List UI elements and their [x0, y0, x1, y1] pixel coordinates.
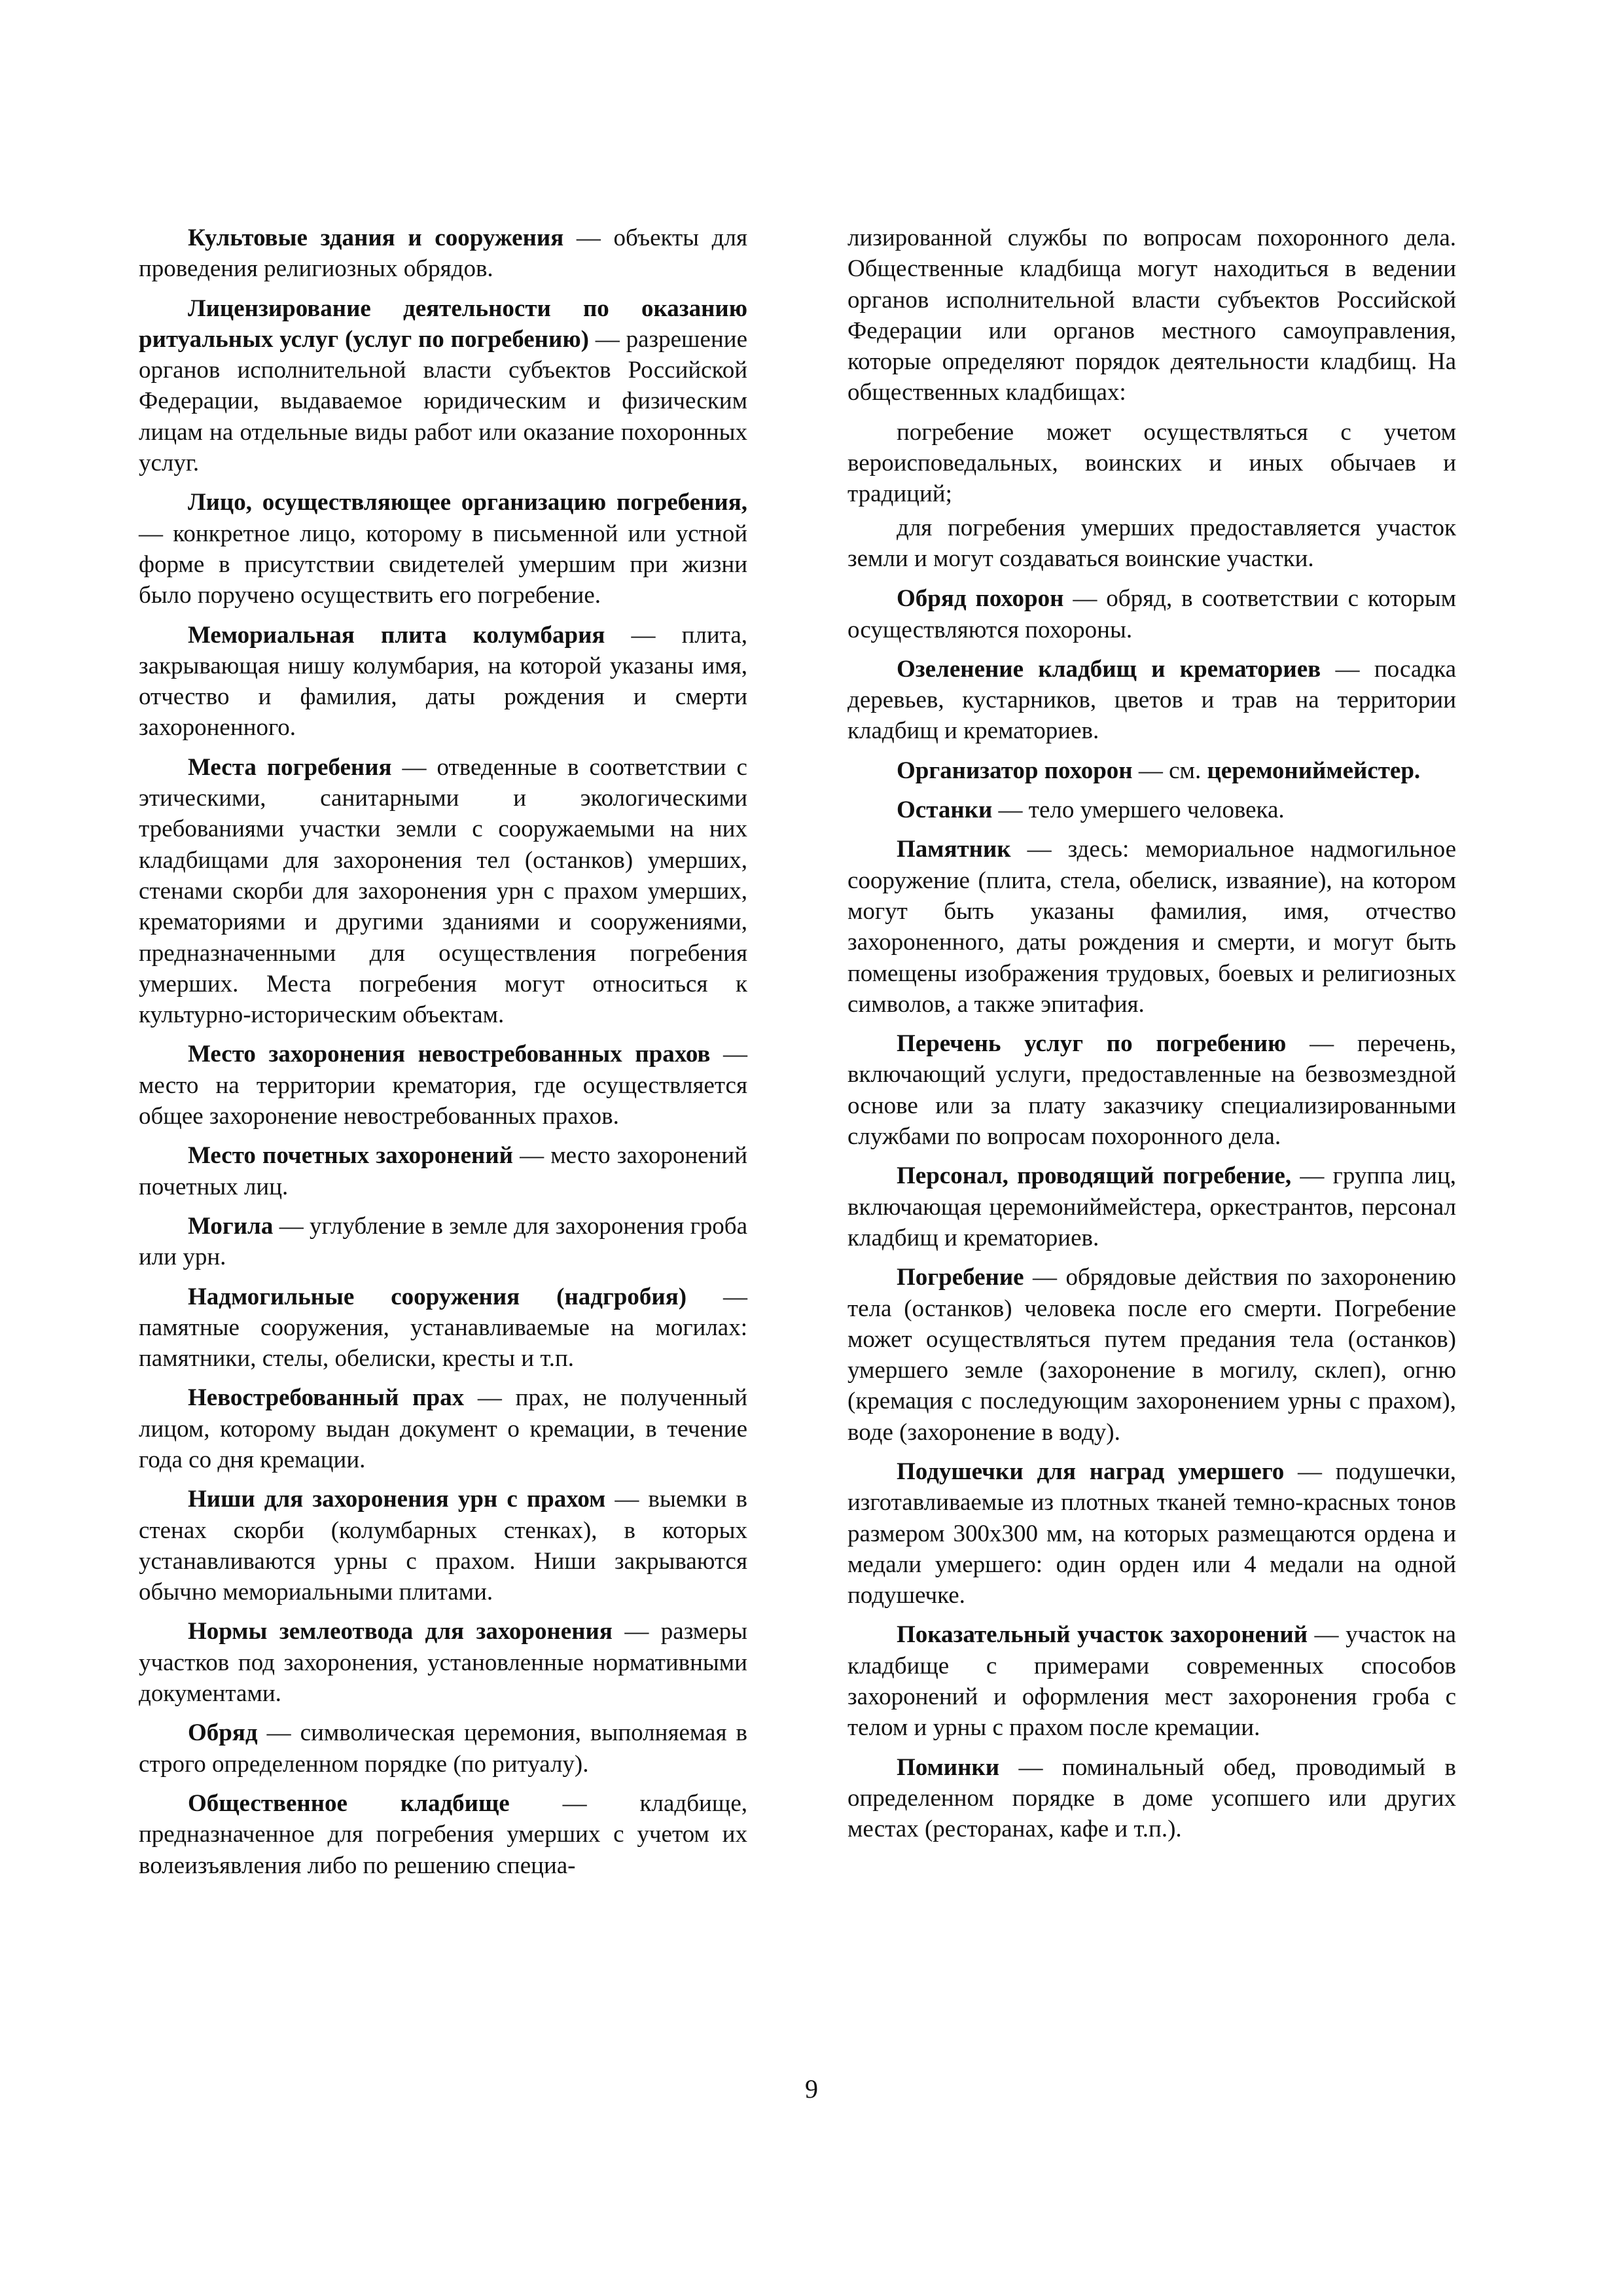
entry-definition: — разрешение органов исполнительной власти субъектов Российской Федерации, выдаваемое юридическим и физическим лицам на отдельные виды работ или оказание похоронных услуг. — [139, 325, 747, 477]
entry-definition: — прах, не полученный лицом, которому выдан документ о кремации, в течение года со дня кремации. — [139, 1384, 748, 1473]
glossary-entry — [139, 1382, 747, 1475]
entry-term: Лицо, осуществляющее организацию погребения, — [188, 489, 747, 516]
entry-definition: — размеры участков под захоронения, установленные нормативными документами. — [139, 1618, 747, 1708]
glossary-entry — [847, 1262, 1456, 1448]
entry-definition: — отведенные в соответствии с этическими, санитарными и экологическими требованиями участки земли с сооружаемыми на них кладбищами для захоронения тел (останков) умерших, стенами скорби для захоронения урн с прахом умерших, крематориями и другими зданиями и сооружениями, предназначенными для осуществления погребения умерших. Места погребения могут относиться к культурно-историческим объектам. — [139, 753, 747, 1029]
glossary-entry — [139, 487, 747, 611]
entry-definition: — плита, закрывающая нишу колумбария, на которой указаны имя, отчество и фамилия, даты рождения и смерти захороненного. — [139, 621, 747, 742]
entry-definition: — группа лиц, включающая церемониймейстера, оркестрантов, персонал кладбищ и крематориев. — [847, 1162, 1457, 1251]
glossary-entry — [847, 1752, 1456, 1845]
glossary-entry — [847, 1619, 1456, 1743]
glossary-entry — [139, 752, 747, 1031]
entry-term: Озеленение кладбищ и крематориев — [897, 655, 1321, 683]
entry-term: Мемориальная плита колумбария — [188, 621, 605, 649]
entry-definition: — поминальный обед, проводимый в определенном порядке в доме усопшего или других местах (ресторанах, кафе и т.п.). — [847, 1753, 1456, 1843]
entry-definition: — подушечки, изготавливаемые из плотных тканей темно-красных тонов размером 300х300 мм, на которых размещаются ордена и медали умершего: один орден или 4 медали на одной подушечке. — [847, 1458, 1456, 1609]
glossary-entry — [847, 834, 1456, 1020]
entry-term: Ниши для захоронения урн с прахом — [188, 1486, 606, 1513]
glossary-entry — [847, 583, 1456, 645]
entry-definition: — объекты для проведения религиозных обрядов. — [139, 224, 747, 283]
entry-term: Общественное кладбище — [188, 1789, 510, 1817]
entry-term: Надмогильные сооружения (надгробия) — [188, 1283, 687, 1310]
entry-term: Погребение — [897, 1264, 1024, 1291]
entry-term: Невостребованный прах — [188, 1384, 465, 1412]
entry-term: Показательный участок захоронений — [897, 1621, 1308, 1649]
entry-definition: — тело умершего человека. — [992, 797, 1285, 824]
entry-term: Лицензирование деятельности по оказанию ритуальных услуг (услуг по погребению) — [139, 295, 747, 353]
list-item: погребение может осуществляться с учетом вероисповедальных, воинских и иных обычаев и традиций; — [847, 418, 1456, 508]
glossary-entry — [139, 223, 747, 285]
glossary-entry — [847, 755, 1456, 786]
entry-definition: — конкретное лицо, которому в письменной или устной форме в присутствии свидетелей умершим при жизни было поручено осуществить его погребение. — [139, 520, 747, 609]
right-column — [847, 223, 1456, 1854]
entry-term: Могила — [188, 1212, 274, 1240]
entry-term: Останки — [897, 797, 993, 824]
glossary-entry — [139, 1616, 747, 1709]
entry-definition: — кладбище, предназначенное для погребения умерших с учетом их волеизъявления либо по решению специа- — [139, 1789, 747, 1879]
entry-definition: — место захоронений почетных лиц. — [139, 1142, 747, 1200]
glossary-entry — [139, 1282, 747, 1374]
glossary-entry — [139, 1211, 747, 1273]
entry-definition: — углубление в земле для захоронения гроба или урн. — [139, 1212, 747, 1271]
entry-definition: — памятные сооружения, устанавливаемые на могилах: памятники, стелы, обелиски, кресты и т.п. — [139, 1283, 748, 1372]
entry-term: Организатор похорон — [897, 757, 1133, 784]
glossary-entry — [139, 620, 747, 744]
entry-definition: — здесь: мемориальное надмогильное сооружение (плита, стела, обелиск, изваяние), на котором могут быть указаны фамилия, имя, отчество захороненного, даты рождения и смерти, и могут быть помещены изображения трудовых, боевых и религиозных символов, а также эпитафия. — [847, 836, 1456, 1018]
entry-term: Перечень услуг по погребению — [897, 1030, 1287, 1058]
cross-reference: церемониймейстер. — [1207, 757, 1421, 784]
glossary-entry — [847, 1456, 1456, 1611]
glossary-entry — [847, 1028, 1456, 1152]
entry-definition: — посадка деревьев, кустарников, цветов и трав на территории кладбищ и крематориев. — [847, 655, 1456, 745]
continued-definition: лизированной службы по вопросам похоронного дела. Общественные кладбища могут находиться в ведении органов исполнительной власти субъектов Российской Федерации или органов местного самоуправления, которые определяют порядок деятельности кладбищ. На общественных кладбищах: — [847, 224, 1456, 406]
glossary-entry — [847, 795, 1456, 825]
entry-term: Обряд похорон — [897, 585, 1064, 613]
entry-term: Поминки — [897, 1753, 1000, 1781]
glossary-entry — [139, 1788, 747, 1881]
entry-term: Памятник — [897, 836, 1011, 863]
entry-definition: — обрядовые действия по захоронению тела (останков) человека после его смерти. Погребение может осуществляться путем предания тела (останков) умершего земле (захоронение в могилу, склеп), огню (кремация с последующим захоронением урны с прахом), воде (захоронение в воду). — [847, 1264, 1456, 1446]
glossary-entry — [139, 1140, 747, 1202]
glossary-entry — [139, 1039, 747, 1132]
entry-term: Культовые здания и сооружения — [188, 224, 564, 251]
glossary-entry — [139, 293, 747, 479]
left-column — [139, 223, 747, 1890]
entry-term: Обряд — [188, 1719, 258, 1747]
page-number: 9 — [805, 2074, 818, 2104]
list-item: для погребения умерших предоставляется участок земли и могут создаваться воинские участки. — [847, 514, 1456, 572]
entry-definition: — перечень, включающий услуги, предоставленные на безвозмездной основе или за плату заказчику специализированными службами по вопросам похоронного дела. — [847, 1030, 1456, 1151]
entry-term: Место почетных захоронений — [188, 1142, 513, 1170]
entry-term: Подушечки для наград умершего — [897, 1458, 1285, 1485]
glossary-entry — [139, 1484, 747, 1607]
entry-term: Место захоронения невостребованных прахов — [188, 1041, 711, 1068]
entry-definition: — участок на кладбище с примерами современных способов захоронений и оформления мест захоронения гроба с телом и урны с прахом после кремации. — [847, 1621, 1456, 1742]
entry-term: Нормы землеотвода для захоронения — [188, 1618, 613, 1645]
entry-definition: — выемки в стенах скорби (колумбарных стенках), в которых устанавливаются урны с прахом. Ниши закрываются обычно мемориальными плитами. — [139, 1486, 747, 1606]
glossary-entry — [847, 1160, 1456, 1253]
entry-term: Места погребения — [188, 753, 392, 781]
entry-definition: — обряд, в соответствии с которым осуществляются похороны. — [847, 585, 1456, 643]
entry-definition: — место на территории крематория, где осуществляется общее захоронение невостребованных прахов. — [139, 1041, 748, 1130]
glossary-entry — [847, 654, 1456, 747]
glossary-entry — [139, 1717, 747, 1780]
entry-term: Персонал, проводящий погребение, — [897, 1162, 1292, 1190]
entry-definition: — см. — [1132, 757, 1207, 784]
entry-definition: — символическая церемония, выполняемая в строго определенном порядке (по ритуалу). — [139, 1719, 747, 1778]
